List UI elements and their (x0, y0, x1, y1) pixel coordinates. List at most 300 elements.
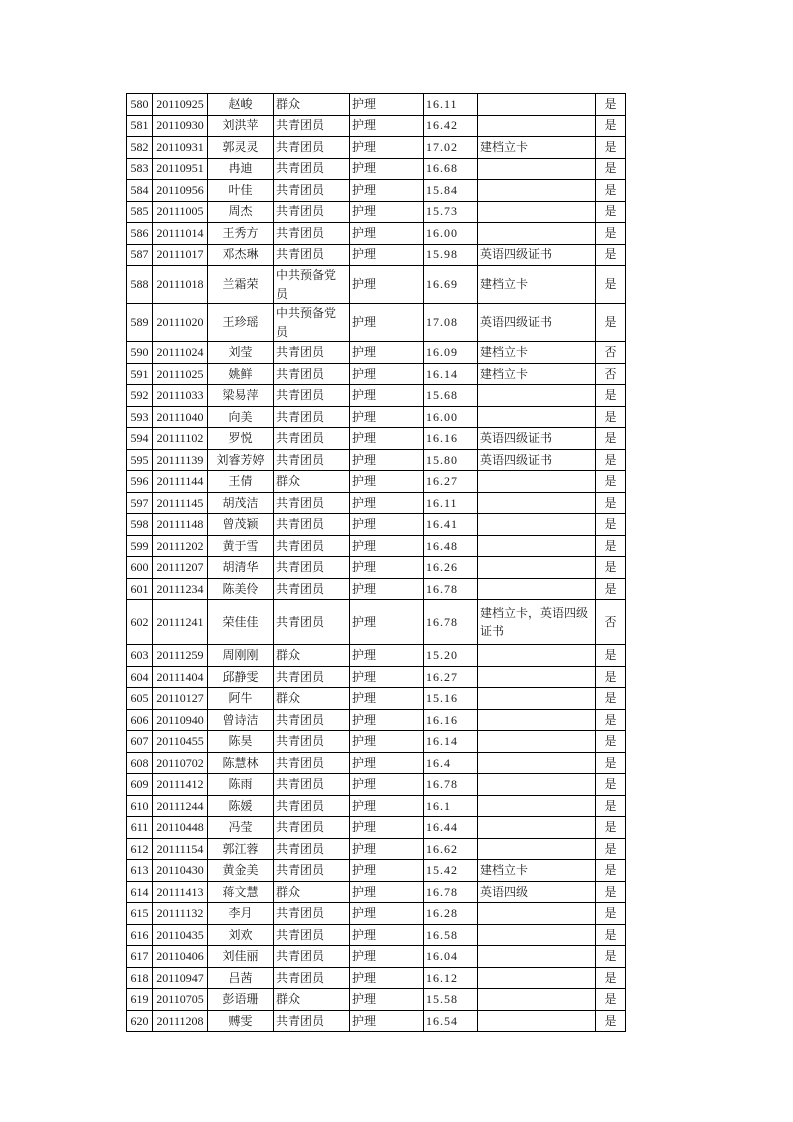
cell-student-id: 20111025 (153, 363, 208, 385)
cell-remark (478, 578, 596, 600)
cell-serial-number: 600 (127, 557, 153, 579)
cell-serial-number: 591 (127, 363, 153, 385)
cell-score: 15.68 (424, 385, 478, 407)
table-row (127, 266, 626, 304)
cell-student-id: 20111018 (153, 266, 208, 304)
cell-student-id: 20111024 (153, 342, 208, 364)
cell-name: 吕茜 (208, 967, 274, 989)
cell-serial-number: 584 (127, 180, 153, 202)
cell-student-id: 20111102 (153, 428, 208, 450)
cell-name: 姚鲜 (208, 363, 274, 385)
cell-name: 蒋文慧 (208, 881, 274, 903)
cell-political-status: 共青团员 (274, 557, 350, 579)
cell-political-status: 共青团员 (274, 600, 350, 645)
cell-is-confirmed: 是 (596, 578, 626, 600)
cell-serial-number: 589 (127, 304, 153, 342)
cell-serial-number: 604 (127, 666, 153, 688)
cell-student-id: 20111404 (153, 666, 208, 688)
cell-student-id: 20110947 (153, 967, 208, 989)
cell-is-confirmed: 是 (596, 838, 626, 860)
cell-political-status: 共青团员 (274, 860, 350, 882)
cell-political-status: 共青团员 (274, 752, 350, 774)
table-row (127, 600, 626, 645)
cell-score: 16.14 (424, 363, 478, 385)
cell-student-id: 20111145 (153, 492, 208, 514)
cell-political-status: 群众 (274, 471, 350, 493)
table-row (127, 578, 626, 600)
cell-serial-number: 616 (127, 924, 153, 946)
cell-political-status: 共青团员 (274, 731, 350, 753)
roster-table-body (127, 94, 626, 1032)
cell-student-id: 20111202 (153, 535, 208, 557)
cell-remark (478, 774, 596, 796)
cell-political-status: 群众 (274, 94, 350, 116)
cell-political-status: 中共预备党员 (274, 304, 350, 342)
cell-major: 护理 (350, 709, 424, 731)
cell-is-confirmed: 是 (596, 201, 626, 223)
cell-student-id: 20111207 (153, 557, 208, 579)
cell-student-id: 20111234 (153, 578, 208, 600)
cell-is-confirmed: 是 (596, 881, 626, 903)
cell-name: 叶佳 (208, 180, 274, 202)
cell-remark: 英语四级证书 (478, 449, 596, 471)
cell-major: 护理 (350, 449, 424, 471)
cell-serial-number: 592 (127, 385, 153, 407)
cell-political-status: 共青团员 (274, 838, 350, 860)
cell-serial-number: 606 (127, 709, 153, 731)
cell-is-confirmed: 是 (596, 731, 626, 753)
cell-score: 16.04 (424, 946, 478, 968)
cell-score: 15.73 (424, 201, 478, 223)
cell-political-status: 共青团员 (274, 817, 350, 839)
cell-political-status: 群众 (274, 645, 350, 667)
cell-score: 16.27 (424, 666, 478, 688)
cell-serial-number: 588 (127, 266, 153, 304)
cell-remark (478, 666, 596, 688)
cell-major: 护理 (350, 385, 424, 407)
cell-serial-number: 586 (127, 223, 153, 245)
cell-student-id: 20111413 (153, 881, 208, 903)
table-row (127, 406, 626, 428)
cell-name: 周杰 (208, 201, 274, 223)
cell-serial-number: 593 (127, 406, 153, 428)
cell-major: 护理 (350, 881, 424, 903)
cell-is-confirmed: 是 (596, 795, 626, 817)
cell-political-status: 共青团员 (274, 449, 350, 471)
cell-major: 护理 (350, 924, 424, 946)
cell-remark (478, 709, 596, 731)
cell-score: 15.80 (424, 449, 478, 471)
cell-serial-number: 580 (127, 94, 153, 116)
cell-major: 护理 (350, 817, 424, 839)
cell-remark: 建档立卡，英语四级证书 (478, 600, 596, 645)
cell-is-confirmed: 是 (596, 471, 626, 493)
cell-political-status: 共青团员 (274, 363, 350, 385)
cell-major: 护理 (350, 115, 424, 137)
cell-is-confirmed: 是 (596, 492, 626, 514)
cell-score: 16.68 (424, 158, 478, 180)
cell-name: 郭灵灵 (208, 137, 274, 159)
cell-name: 赵峻 (208, 94, 274, 116)
cell-major: 护理 (350, 774, 424, 796)
cell-student-id: 20110940 (153, 709, 208, 731)
cell-score: 16.14 (424, 731, 478, 753)
cell-score: 17.02 (424, 137, 478, 159)
cell-score: 16.28 (424, 903, 478, 925)
cell-political-status: 共青团员 (274, 115, 350, 137)
cell-name: 荣佳佳 (208, 600, 274, 645)
cell-score: 16.48 (424, 535, 478, 557)
cell-major: 护理 (350, 600, 424, 645)
cell-score: 16.62 (424, 838, 478, 860)
table-row (127, 946, 626, 968)
cell-student-id: 20111139 (153, 449, 208, 471)
cell-serial-number: 590 (127, 342, 153, 364)
cell-is-confirmed: 是 (596, 817, 626, 839)
cell-serial-number: 603 (127, 645, 153, 667)
cell-political-status: 共青团员 (274, 774, 350, 796)
cell-is-confirmed: 是 (596, 709, 626, 731)
cell-major: 护理 (350, 1010, 424, 1032)
table-row (127, 817, 626, 839)
cell-major: 护理 (350, 535, 424, 557)
cell-serial-number: 619 (127, 989, 153, 1011)
cell-remark (478, 535, 596, 557)
table-row (127, 94, 626, 116)
cell-remark (478, 752, 596, 774)
table-row (127, 752, 626, 774)
cell-score: 16.78 (424, 600, 478, 645)
table-row (127, 666, 626, 688)
cell-name: 罗悦 (208, 428, 274, 450)
cell-score: 17.08 (424, 304, 478, 342)
cell-is-confirmed: 是 (596, 1010, 626, 1032)
cell-name: 黄金美 (208, 860, 274, 882)
cell-student-id: 20110127 (153, 688, 208, 710)
cell-score: 15.20 (424, 645, 478, 667)
cell-name: 冯莹 (208, 817, 274, 839)
cell-student-id: 20111259 (153, 645, 208, 667)
table-row (127, 158, 626, 180)
cell-name: 曾诗洁 (208, 709, 274, 731)
cell-political-status: 共青团员 (274, 795, 350, 817)
cell-major: 护理 (350, 492, 424, 514)
cell-name: 刘佳丽 (208, 946, 274, 968)
cell-score: 15.58 (424, 989, 478, 1011)
cell-is-confirmed: 是 (596, 137, 626, 159)
cell-political-status: 共青团员 (274, 666, 350, 688)
cell-name: 郭江蓉 (208, 838, 274, 860)
cell-major: 护理 (350, 428, 424, 450)
cell-political-status: 共青团员 (274, 967, 350, 989)
cell-is-confirmed: 是 (596, 535, 626, 557)
cell-major: 护理 (350, 180, 424, 202)
cell-name: 陈媛 (208, 795, 274, 817)
cell-political-status: 共青团员 (274, 946, 350, 968)
cell-is-confirmed: 是 (596, 385, 626, 407)
cell-student-id: 20111017 (153, 244, 208, 266)
cell-name: 阿牛 (208, 688, 274, 710)
cell-name: 胡茂洁 (208, 492, 274, 514)
cell-political-status: 共青团员 (274, 201, 350, 223)
cell-major: 护理 (350, 903, 424, 925)
cell-student-id: 20111244 (153, 795, 208, 817)
cell-student-id: 20111241 (153, 600, 208, 645)
cell-student-id: 20110931 (153, 137, 208, 159)
cell-score: 15.42 (424, 860, 478, 882)
cell-score: 16.00 (424, 223, 478, 245)
cell-political-status: 共青团员 (274, 492, 350, 514)
cell-score: 16.16 (424, 709, 478, 731)
cell-remark (478, 94, 596, 116)
cell-political-status: 共青团员 (274, 924, 350, 946)
table-row (127, 492, 626, 514)
cell-remark (478, 838, 596, 860)
cell-serial-number: 602 (127, 600, 153, 645)
cell-major: 护理 (350, 342, 424, 364)
table-row (127, 471, 626, 493)
cell-remark (478, 688, 596, 710)
cell-is-confirmed: 是 (596, 752, 626, 774)
cell-student-id: 20111132 (153, 903, 208, 925)
cell-name: 王珍瑶 (208, 304, 274, 342)
cell-political-status: 共青团员 (274, 535, 350, 557)
cell-remark: 建档立卡 (478, 363, 596, 385)
cell-political-status: 共青团员 (274, 137, 350, 159)
cell-remark: 英语四级 (478, 881, 596, 903)
cell-major: 护理 (350, 967, 424, 989)
cell-is-confirmed: 是 (596, 514, 626, 536)
cell-remark (478, 514, 596, 536)
cell-major: 护理 (350, 471, 424, 493)
table-row (127, 428, 626, 450)
cell-serial-number: 601 (127, 578, 153, 600)
cell-name: 邓杰琳 (208, 244, 274, 266)
table-row (127, 774, 626, 796)
cell-political-status: 群众 (274, 881, 350, 903)
cell-is-confirmed: 是 (596, 903, 626, 925)
cell-is-confirmed: 是 (596, 94, 626, 116)
cell-serial-number: 598 (127, 514, 153, 536)
cell-remark (478, 471, 596, 493)
cell-student-id: 20110930 (153, 115, 208, 137)
cell-serial-number: 611 (127, 817, 153, 839)
cell-is-confirmed: 是 (596, 115, 626, 137)
cell-serial-number: 599 (127, 535, 153, 557)
table-row (127, 342, 626, 364)
table-row (127, 881, 626, 903)
cell-major: 护理 (350, 795, 424, 817)
cell-political-status: 共青团员 (274, 406, 350, 428)
table-row (127, 688, 626, 710)
cell-serial-number: 597 (127, 492, 153, 514)
cell-student-id: 20111208 (153, 1010, 208, 1032)
cell-political-status: 共青团员 (274, 514, 350, 536)
table-row (127, 903, 626, 925)
cell-is-confirmed: 是 (596, 266, 626, 304)
cell-major: 护理 (350, 731, 424, 753)
cell-student-id: 20110435 (153, 924, 208, 946)
cell-serial-number: 614 (127, 881, 153, 903)
cell-serial-number: 587 (127, 244, 153, 266)
cell-political-status: 群众 (274, 989, 350, 1011)
cell-score: 16.42 (424, 115, 478, 137)
cell-student-id: 20110705 (153, 989, 208, 1011)
cell-is-confirmed: 是 (596, 860, 626, 882)
cell-major: 护理 (350, 137, 424, 159)
cell-name: 黄于雪 (208, 535, 274, 557)
cell-political-status: 共青团员 (274, 428, 350, 450)
cell-remark: 英语四级证书 (478, 304, 596, 342)
table-row (127, 709, 626, 731)
table-row (127, 795, 626, 817)
table-row (127, 989, 626, 1011)
cell-serial-number: 594 (127, 428, 153, 450)
cell-score: 16.58 (424, 924, 478, 946)
cell-remark: 英语四级证书 (478, 428, 596, 450)
cell-remark (478, 795, 596, 817)
table-row (127, 363, 626, 385)
cell-serial-number: 608 (127, 752, 153, 774)
cell-serial-number: 605 (127, 688, 153, 710)
cell-serial-number: 610 (127, 795, 153, 817)
cell-name: 王倩 (208, 471, 274, 493)
cell-score: 16.00 (424, 406, 478, 428)
cell-is-confirmed: 否 (596, 600, 626, 645)
cell-is-confirmed: 是 (596, 428, 626, 450)
cell-name: 刘莹 (208, 342, 274, 364)
cell-score: 16.11 (424, 492, 478, 514)
cell-major: 护理 (350, 578, 424, 600)
cell-score: 15.16 (424, 688, 478, 710)
cell-remark (478, 924, 596, 946)
cell-student-id: 20111154 (153, 838, 208, 860)
cell-name: 李月 (208, 903, 274, 925)
cell-score: 16.78 (424, 774, 478, 796)
cell-serial-number: 615 (127, 903, 153, 925)
cell-is-confirmed: 是 (596, 666, 626, 688)
cell-is-confirmed: 是 (596, 406, 626, 428)
cell-major: 护理 (350, 688, 424, 710)
cell-serial-number: 585 (127, 201, 153, 223)
cell-score: 16.16 (424, 428, 478, 450)
cell-major: 护理 (350, 266, 424, 304)
cell-student-id: 20111412 (153, 774, 208, 796)
table-row (127, 1010, 626, 1032)
cell-name: 胡清华 (208, 557, 274, 579)
cell-major: 护理 (350, 223, 424, 245)
cell-major: 护理 (350, 838, 424, 860)
cell-major: 护理 (350, 752, 424, 774)
cell-score: 16.69 (424, 266, 478, 304)
table-row (127, 223, 626, 245)
cell-major: 护理 (350, 406, 424, 428)
cell-remark (478, 903, 596, 925)
cell-major: 护理 (350, 304, 424, 342)
cell-political-status: 共青团员 (274, 1010, 350, 1032)
cell-student-id: 20111148 (153, 514, 208, 536)
cell-remark (478, 201, 596, 223)
cell-serial-number: 613 (127, 860, 153, 882)
cell-score: 16.26 (424, 557, 478, 579)
cell-is-confirmed: 是 (596, 645, 626, 667)
cell-political-status: 共青团员 (274, 709, 350, 731)
cell-score: 16.78 (424, 881, 478, 903)
table-row (127, 967, 626, 989)
student-roster-table (126, 93, 626, 1032)
cell-remark (478, 946, 596, 968)
cell-remark (478, 645, 596, 667)
cell-political-status: 共青团员 (274, 342, 350, 364)
cell-student-id: 20111144 (153, 471, 208, 493)
cell-major: 护理 (350, 158, 424, 180)
cell-political-status: 共青团员 (274, 158, 350, 180)
cell-serial-number: 617 (127, 946, 153, 968)
cell-is-confirmed: 是 (596, 158, 626, 180)
cell-political-status: 中共预备党员 (274, 266, 350, 304)
cell-name: 兰霜荣 (208, 266, 274, 304)
cell-major: 护理 (350, 860, 424, 882)
cell-serial-number: 596 (127, 471, 153, 493)
cell-political-status: 共青团员 (274, 385, 350, 407)
cell-is-confirmed: 是 (596, 449, 626, 471)
table-row (127, 449, 626, 471)
cell-remark (478, 180, 596, 202)
cell-name: 刘睿芳婷 (208, 449, 274, 471)
cell-is-confirmed: 是 (596, 946, 626, 968)
cell-name: 彭语珊 (208, 989, 274, 1011)
cell-is-confirmed: 否 (596, 363, 626, 385)
cell-student-id: 20111033 (153, 385, 208, 407)
cell-remark (478, 492, 596, 514)
table-row (127, 304, 626, 342)
cell-name: 邱静雯 (208, 666, 274, 688)
cell-major: 护理 (350, 946, 424, 968)
cell-student-id: 20111005 (153, 201, 208, 223)
cell-name: 向美 (208, 406, 274, 428)
cell-major: 护理 (350, 645, 424, 667)
table-row (127, 860, 626, 882)
cell-remark (478, 989, 596, 1011)
cell-remark (478, 406, 596, 428)
cell-name: 陈慧林 (208, 752, 274, 774)
cell-is-confirmed: 是 (596, 244, 626, 266)
cell-is-confirmed: 是 (596, 967, 626, 989)
cell-score: 16.09 (424, 342, 478, 364)
table-row (127, 924, 626, 946)
cell-is-confirmed: 是 (596, 180, 626, 202)
cell-remark (478, 731, 596, 753)
cell-remark: 英语四级证书 (478, 244, 596, 266)
cell-name: 陈美伶 (208, 578, 274, 600)
cell-major: 护理 (350, 514, 424, 536)
table-row (127, 244, 626, 266)
cell-score: 16.78 (424, 578, 478, 600)
cell-is-confirmed: 是 (596, 557, 626, 579)
table-row (127, 115, 626, 137)
cell-score: 16.27 (424, 471, 478, 493)
cell-is-confirmed: 否 (596, 342, 626, 364)
cell-score: 16.1 (424, 795, 478, 817)
table-row (127, 645, 626, 667)
cell-major: 护理 (350, 363, 424, 385)
cell-name: 梁易萍 (208, 385, 274, 407)
cell-is-confirmed: 是 (596, 924, 626, 946)
cell-score: 16.11 (424, 94, 478, 116)
cell-score: 16.12 (424, 967, 478, 989)
cell-remark: 建档立卡 (478, 266, 596, 304)
cell-remark (478, 967, 596, 989)
